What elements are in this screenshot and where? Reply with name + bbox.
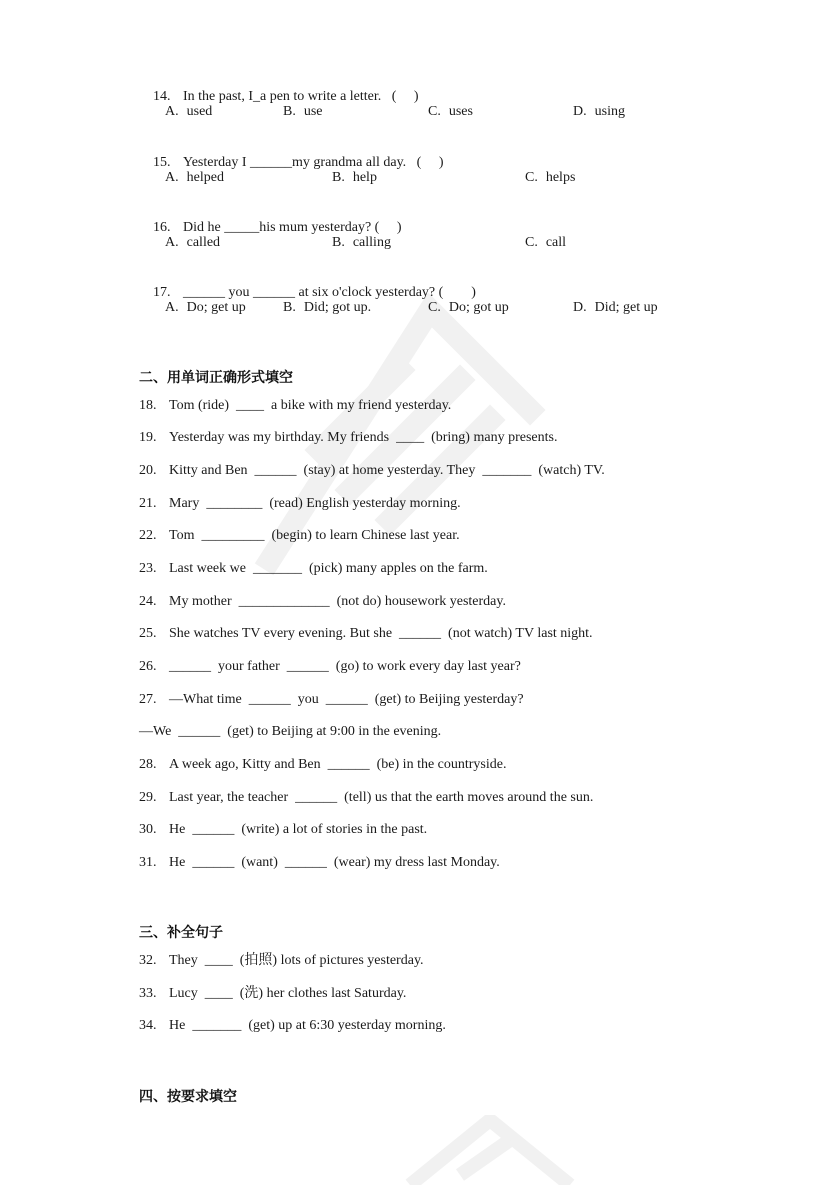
question-14 bbox=[139, 70, 419, 104]
section-title-2: 二、用单词正确形式填空 bbox=[139, 370, 293, 386]
option-b[interactable]: B. help bbox=[332, 170, 377, 185]
question-34: 34. He _______ (get) up at 6:30 yesterday morning. bbox=[139, 1018, 446, 1033]
option-b[interactable]: B. use bbox=[283, 104, 323, 119]
question-32: 32. They ____ (拍照) lots of pictures yesterday. bbox=[139, 953, 424, 968]
question-26: 26. ______ your father ______ (go) to work every day last year? bbox=[139, 659, 521, 674]
option-d[interactable]: D. Did; get up bbox=[573, 300, 658, 315]
option-c[interactable]: C. uses bbox=[428, 104, 473, 119]
option-c[interactable]: C. helps bbox=[525, 170, 576, 185]
question-text: Yesterday I ______my grandma all day. ( ) bbox=[183, 155, 444, 170]
question-number: 16. bbox=[153, 220, 171, 235]
question-23: 23. Last week we _______ (pick) many apples on the farm. bbox=[139, 561, 488, 576]
question-30: 30. He ______ (write) a lot of stories in the past. bbox=[139, 822, 428, 837]
question-28: 28. A week ago, Kitty and Ben ______ (be) in the countryside. bbox=[139, 757, 507, 772]
question-16 bbox=[139, 201, 402, 235]
option-d[interactable]: D. using bbox=[573, 104, 625, 119]
question-number: 17. bbox=[153, 285, 171, 300]
question-18: 18. Tom (ride) ____ a bike with my friend yesterday. bbox=[139, 398, 452, 413]
question-number: 14. bbox=[153, 89, 171, 104]
question-22: 22. Tom _________ (begin) to learn Chinese last year. bbox=[139, 528, 460, 543]
question-text: ______ you ______ at six o'clock yesterday? ( ) bbox=[183, 285, 476, 300]
option-b[interactable]: B. calling bbox=[332, 235, 391, 250]
question-text: Did he _____his mum yesterday? ( ) bbox=[183, 220, 402, 235]
question-29: 29. Last year, the teacher ______ (tell) us that the earth moves around the sun. bbox=[139, 790, 594, 805]
question-19: 19. Yesterday was my birthday. My friends ____ (bring) many presents. bbox=[139, 430, 558, 445]
section-title-3: 三、补全句子 bbox=[139, 925, 223, 941]
question-text: In the past, I_a pen to write a letter. ( ) bbox=[183, 89, 419, 104]
section-title-4: 四、按要求填空 bbox=[139, 1089, 237, 1105]
option-c[interactable]: C. call bbox=[525, 235, 567, 250]
option-a[interactable]: A. called bbox=[165, 235, 221, 250]
question-27: 27. —What time ______ you ______ (get) to Beijing yesterday? bbox=[139, 692, 524, 707]
question-27-answer-line: —We ______ (get) to Beijing at 9:00 in the evening. bbox=[139, 724, 442, 739]
question-25: 25. She watches TV every evening. But she ______ (not watch) TV last night. bbox=[139, 626, 593, 641]
option-c[interactable]: C. Do; got up bbox=[428, 300, 509, 315]
option-a[interactable]: A. Do; get up bbox=[165, 300, 246, 315]
question-33: 33. Lucy ____ (洗) her clothes last Saturday. bbox=[139, 986, 407, 1001]
question-number: 15. bbox=[153, 155, 171, 170]
option-a[interactable]: A. used bbox=[165, 104, 213, 119]
question-20: 20. Kitty and Ben ______ (stay) at home yesterday. They _______ (watch) TV. bbox=[139, 463, 605, 478]
question-31: 31. He ______ (want) ______ (wear) my dress last Monday. bbox=[139, 855, 500, 870]
question-21: 21. Mary ________ (read) English yesterday morning. bbox=[139, 496, 461, 511]
question-24: 24. My mother _____________ (not do) housework yesterday. bbox=[139, 594, 506, 609]
option-b[interactable]: B. Did; got up. bbox=[283, 300, 372, 315]
question-15 bbox=[139, 136, 444, 170]
option-a[interactable]: A. helped bbox=[165, 170, 224, 185]
question-17 bbox=[139, 266, 476, 300]
